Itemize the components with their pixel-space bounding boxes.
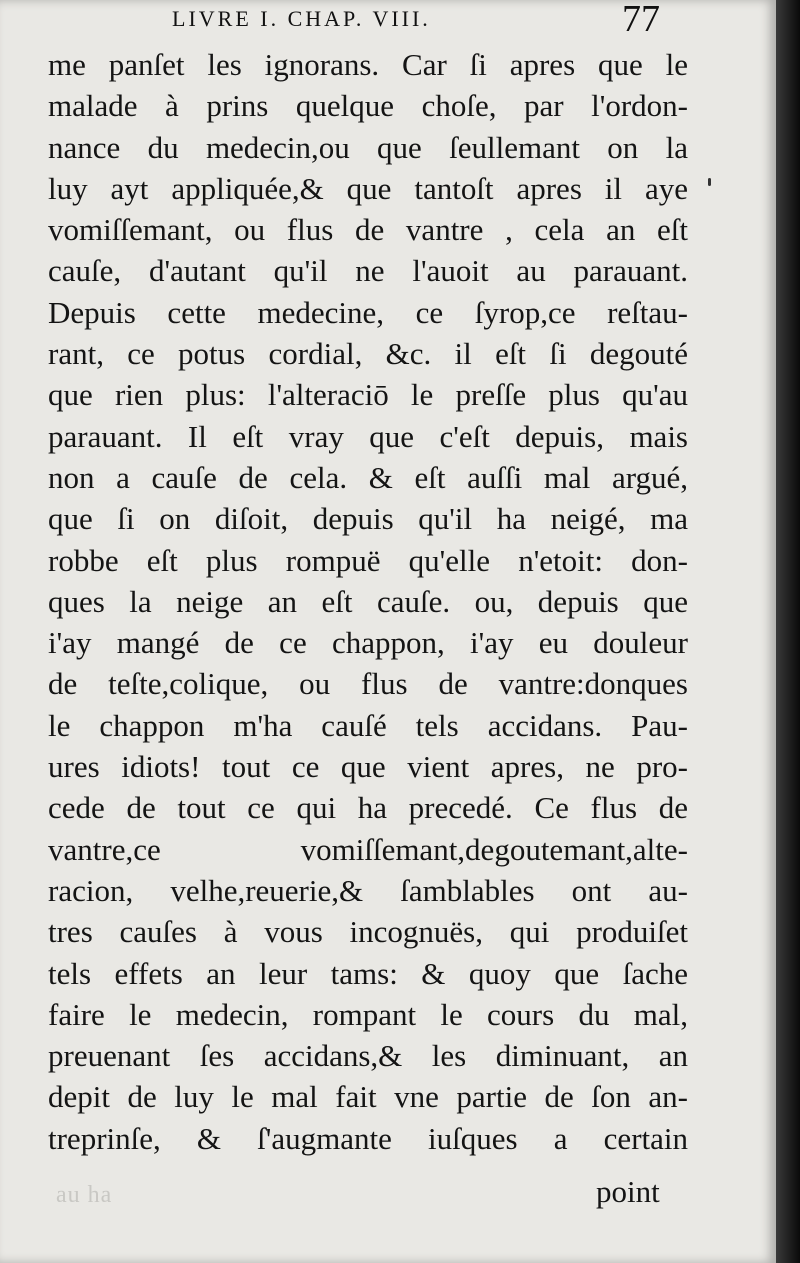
- text-line: robbe eſt plus rompuë qu'elle n'etoit: don-: [48, 542, 688, 578]
- text-line: nance du medecin,ou que ſeullemant on la: [48, 129, 688, 165]
- text-line: me panſet les ignorans. Car ſi apres que le: [48, 47, 688, 82]
- text-line: i'ay mangé de ce chappon, i'ay eu douleur: [48, 625, 688, 661]
- text-line: parauant. Il eſt vray que c'eſt depuis, mais: [48, 418, 688, 454]
- text-line: vomiſſemant, ou flus de vantre , cela an eſt: [48, 212, 688, 248]
- text-line: Depuis cette medecine, ce ſyrop,ce reſtau-: [48, 294, 688, 330]
- text-line: depit de luy le mal fait vne partie de ſon an-: [48, 1079, 688, 1115]
- body-text: [48, 44, 688, 1159]
- text-line: que rien plus: l'alteraciō le preſſe plus qu'au: [48, 377, 688, 413]
- text-line: malade à prins quelque choſe, par l'ordon-: [48, 88, 688, 124]
- text-line: tres cauſes à vous incognuës, qui produiſet: [48, 914, 688, 950]
- bleed-through-text: au ha: [56, 1182, 113, 1208]
- text-line: rant, ce potus cordial, &c. il eſt ſi degouté: [48, 336, 688, 372]
- text-line: preuenant ſes accidans,& les diminuant, an: [48, 1038, 688, 1074]
- running-head: LIVRE I. CHAP. VIII.: [172, 6, 431, 31]
- text-line: luy ayt appliquée,& que tantoſt apres il aye: [48, 170, 688, 206]
- text-line: ures idiots! tout ce que vient apres, ne pro-: [48, 749, 688, 785]
- text-line: que ſi on diſoit, depuis qu'il ha neigé, ma: [48, 501, 688, 537]
- book-gutter: [776, 0, 800, 1263]
- ink-speck: [708, 178, 711, 186]
- text-line: cede de tout ce qui ha precedé. Ce flus de: [48, 790, 688, 826]
- text-line: non a cauſe de cela. & eſt auſſi mal argué,: [48, 459, 688, 495]
- text-line: treprinſe, & ſ'augmante iuſques a certain: [48, 1120, 688, 1156]
- text-line: faire le medecin, rompant le cours du mal,: [48, 996, 688, 1032]
- page-header: [0, 0, 700, 42]
- text-line: racion, velhe,reuerie,& ſamblables ont au-: [48, 872, 688, 908]
- page-number: 77: [622, 0, 660, 40]
- text-line: cauſe, d'autant qu'il ne l'auoit au parauant.: [48, 253, 688, 289]
- text-line: tels effets an leur tams: & quoy que ſache: [48, 955, 688, 991]
- text-line: de teſte,colique, ou flus de vantre:donques: [48, 666, 688, 702]
- text-line: le chappon m'ha cauſé tels accidans. Pau-: [48, 707, 688, 743]
- catchword: point: [596, 1174, 660, 1209]
- text-line: vantre,ce vomiſſemant,degoutemant,alte-: [48, 831, 688, 867]
- text-line: ques la neige an eſt cauſe. ou, depuis que: [48, 583, 688, 619]
